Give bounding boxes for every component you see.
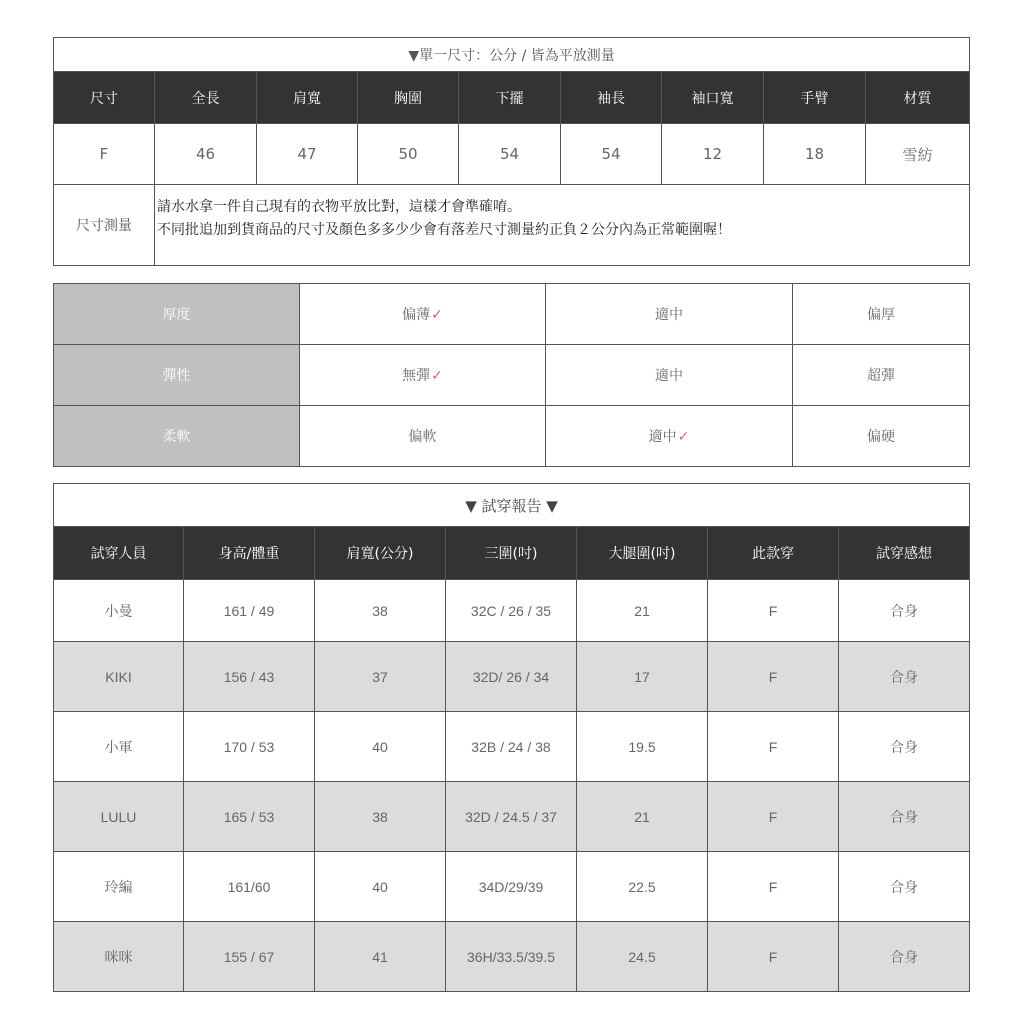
size-note-row: [54, 185, 970, 266]
fabric-option-cell: [546, 345, 793, 406]
size-note-text: [155, 185, 970, 266]
fitting-report-caption: ▼ 試穿報告 ▼: [54, 484, 970, 527]
fitting-cell: 小軍: [54, 712, 184, 782]
size-note-line: 請水水拿一件自己現有的衣物平放比對，這樣才會準確唷。: [157, 199, 521, 215]
fitting-cell: 36H/33.5/39.5: [446, 922, 577, 992]
fitting-cell: KIKI: [54, 642, 184, 712]
fitting-cell: F: [708, 782, 839, 852]
size-note-label: 尺寸測量: [54, 185, 155, 266]
fabric-row: [54, 284, 970, 345]
size-header-row: [54, 72, 970, 124]
fabric-option-cell: [546, 406, 793, 467]
size-value-cell: 46: [155, 124, 257, 185]
size-value-cell: F: [54, 124, 155, 185]
size-header-cell: 全長: [155, 72, 257, 124]
fitting-cell: F: [708, 580, 839, 642]
size-value-cell: 47: [257, 124, 358, 185]
fitting-cell: F: [708, 712, 839, 782]
check-icon: ✓: [677, 429, 690, 445]
size-table-caption: ▼單一尺寸：公分 / 皆為平放測量: [54, 38, 970, 72]
fitting-cell: 38: [315, 580, 446, 642]
fitting-cell: 37: [315, 642, 446, 712]
fabric-option-label: 偏厚: [867, 307, 895, 323]
fabric-option-cell: [300, 284, 546, 345]
fitting-cell: 21: [577, 782, 708, 852]
size-header-cell: 尺寸: [54, 72, 155, 124]
fitting-cell: 32D/ 26 / 34: [446, 642, 577, 712]
fitting-header-cell: 大腿圍(吋): [577, 527, 708, 580]
fitting-cell: 21: [577, 580, 708, 642]
fitting-header-cell: 試穿感想: [839, 527, 970, 580]
fitting-row: [54, 642, 970, 712]
fabric-option-label: 無彈: [402, 368, 431, 384]
fabric-option-cell: [793, 345, 970, 406]
fitting-cell: 合身: [839, 852, 970, 922]
fabric-option-cell: [793, 406, 970, 467]
size-header-cell: 手臂: [764, 72, 866, 124]
fitting-cell: 32B / 24 / 38: [446, 712, 577, 782]
size-value-cell: 54: [561, 124, 662, 185]
fitting-header-row: [54, 527, 970, 580]
fabric-option-label: 適中: [655, 307, 683, 323]
fabric-option-cell: [300, 345, 546, 406]
size-value-cell: 雪紡: [866, 124, 970, 185]
size-value-row: [54, 124, 970, 185]
fitting-cell: 合身: [839, 642, 970, 712]
fitting-cell: 40: [315, 712, 446, 782]
check-icon: ✓: [431, 307, 443, 323]
fabric-attribute-label: 柔軟: [54, 406, 300, 467]
fitting-cell: F: [708, 852, 839, 922]
fitting-cell: 155 / 67: [184, 922, 315, 992]
size-header-cell: 袖長: [561, 72, 662, 124]
fitting-cell: 合身: [839, 922, 970, 992]
fitting-row: [54, 852, 970, 922]
fabric-table: [53, 283, 970, 467]
fitting-row: [54, 712, 970, 782]
fitting-cell: 合身: [839, 580, 970, 642]
check-icon: ✓: [431, 368, 443, 384]
size-header-cell: 材質: [866, 72, 970, 124]
fitting-header-cell: 肩寬(公分): [315, 527, 446, 580]
size-value-cell: 50: [358, 124, 459, 185]
fitting-cell: LULU: [54, 782, 184, 852]
fabric-option-cell: [300, 406, 546, 467]
fitting-cell: 38: [315, 782, 446, 852]
fitting-cell: 161 / 49: [184, 580, 315, 642]
fitting-header-cell: 身高/體重: [184, 527, 315, 580]
fitting-row: [54, 580, 970, 642]
size-header-cell: 胸圍: [358, 72, 459, 124]
fitting-cell: 玲編: [54, 852, 184, 922]
size-header-cell: 肩寬: [257, 72, 358, 124]
fabric-row: [54, 345, 970, 406]
fabric-option-label: 適中: [655, 368, 683, 384]
fitting-cell: 34D/29/39: [446, 852, 577, 922]
fitting-cell: 156 / 43: [184, 642, 315, 712]
size-note-line: 不同批追加到貨商品的尺寸及顏色多多少少會有落差尺寸測量約正負２公分內為正常範圍喔！: [157, 222, 731, 238]
fitting-cell: 40: [315, 852, 446, 922]
fitting-header-cell: 三圍(吋): [446, 527, 577, 580]
fitting-cell: 161/60: [184, 852, 315, 922]
fabric-attribute-label: 彈性: [54, 345, 300, 406]
fitting-cell: F: [708, 922, 839, 992]
fitting-cell: 41: [315, 922, 446, 992]
fitting-cell: 22.5: [577, 852, 708, 922]
fitting-header-cell: 試穿人員: [54, 527, 184, 580]
size-value-cell: 54: [459, 124, 561, 185]
fitting-cell: 小曼: [54, 580, 184, 642]
fitting-cell: 24.5: [577, 922, 708, 992]
fitting-header-cell: 此款穿: [708, 527, 839, 580]
size-value-cell: 18: [764, 124, 866, 185]
fabric-option-cell: [793, 284, 970, 345]
size-table: [53, 37, 970, 266]
fitting-cell: 170 / 53: [184, 712, 315, 782]
fitting-row: [54, 782, 970, 852]
fitting-cell: 合身: [839, 712, 970, 782]
fitting-cell: 合身: [839, 782, 970, 852]
fitting-cell: 32D / 24.5 / 37: [446, 782, 577, 852]
fabric-option-label: 適中: [648, 429, 677, 445]
fitting-cell: F: [708, 642, 839, 712]
size-value-cell: 12: [662, 124, 764, 185]
fabric-option-label: 偏軟: [408, 429, 437, 445]
fitting-cell: 19.5: [577, 712, 708, 782]
fitting-row: [54, 922, 970, 992]
fitting-cell: 咪咪: [54, 922, 184, 992]
fabric-option-label: 偏薄: [402, 307, 431, 323]
fabric-row: [54, 406, 970, 467]
fitting-cell: 165 / 53: [184, 782, 315, 852]
fabric-option-label: 偏硬: [867, 429, 895, 445]
fabric-option-label: 超彈: [867, 368, 895, 384]
fitting-cell: 32C / 26 / 35: [446, 580, 577, 642]
fitting-cell: 17: [577, 642, 708, 712]
size-header-cell: 下擺: [459, 72, 561, 124]
size-header-cell: 袖口寬: [662, 72, 764, 124]
fitting-report-table: [53, 483, 970, 992]
fabric-option-cell: [546, 284, 793, 345]
fabric-attribute-label: 厚度: [54, 284, 300, 345]
